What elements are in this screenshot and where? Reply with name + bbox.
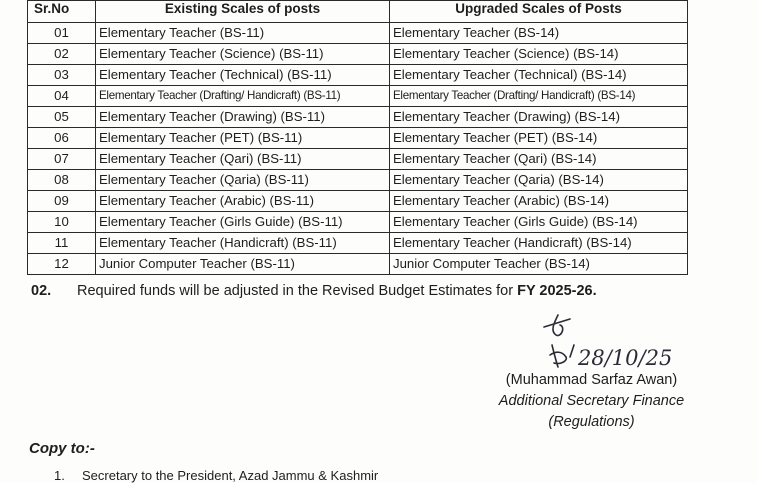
row-existing-post: Elementary Teacher (PET) (BS-11) <box>96 128 390 149</box>
row-existing-post: Elementary Teacher (Qari) (BS-11) <box>96 149 390 170</box>
row-existing-post: Elementary Teacher (Drawing) (BS-11) <box>96 107 390 128</box>
row-existing-post: Elementary Teacher (Girls Guide) (BS-11) <box>96 212 390 233</box>
table-row <box>28 170 688 191</box>
row-existing-post: Elementary Teacher (BS-11) <box>96 23 390 44</box>
row-srno: 07 <box>28 149 96 170</box>
row-existing-post: Elementary Teacher (Qaria) (BS-11) <box>96 170 390 191</box>
row-existing-post: Elementary Teacher (Drafting/ Handicraft) (BS-11) <box>96 86 390 107</box>
row-upgraded-post: Elementary Teacher (BS-14) <box>390 23 688 44</box>
row-upgraded-post: Elementary Teacher (PET) (BS-14) <box>390 128 688 149</box>
table-header-row <box>28 1 688 23</box>
copy-to-item <box>54 468 378 483</box>
table-row <box>28 44 688 65</box>
header-upgraded-scales: Upgraded Scales of Posts <box>390 1 688 23</box>
header-srno: Sr.No <box>28 1 96 23</box>
row-existing-post: Elementary Teacher (Technical) (BS-11) <box>96 65 390 86</box>
copy-to-item-text: Secretary to the President, Azad Jammu & Kashmir <box>82 468 379 483</box>
row-upgraded-post: Elementary Teacher (Qari) (BS-14) <box>390 149 688 170</box>
row-upgraded-post: Junior Computer Teacher (BS-14) <box>390 254 688 275</box>
table-row <box>28 254 688 275</box>
signatory-designation: Additional Secretary Finance <box>498 393 685 409</box>
row-srno: 03 <box>28 65 96 86</box>
row-srno: 06 <box>28 128 96 149</box>
handwritten-signature <box>530 305 680 375</box>
row-srno: 09 <box>28 191 96 212</box>
row-srno: 02 <box>28 44 96 65</box>
table-row <box>28 23 688 44</box>
signature-date: 28/10/25 <box>578 346 673 370</box>
row-srno: 10 <box>28 212 96 233</box>
row-srno: 01 <box>28 23 96 44</box>
table-row <box>28 212 688 233</box>
copy-to-heading: Copy to:- <box>29 440 95 457</box>
upgraded-posts-table <box>27 0 688 275</box>
paragraph-text: Required funds will be adjusted in the Revised Budget Estimates for <box>77 283 514 299</box>
table-row <box>28 149 688 170</box>
row-upgraded-post: Elementary Teacher (Technical) (BS-14) <box>390 65 688 86</box>
table-row <box>28 86 688 107</box>
row-upgraded-post: Elementary Teacher (Drafting/ Handicraft) (BS-14) <box>390 86 688 107</box>
row-existing-post: Junior Computer Teacher (BS-11) <box>96 254 390 275</box>
signatory-name: (Muhammad Sarfaz Awan) <box>505 372 678 388</box>
copy-to-item-index: 1. <box>54 468 65 483</box>
table-row <box>28 233 688 254</box>
signatory-department: (Regulations) <box>548 414 635 430</box>
funds-paragraph <box>31 283 597 299</box>
row-upgraded-post: Elementary Teacher (Drawing) (BS-14) <box>390 107 688 128</box>
table-row <box>28 107 688 128</box>
table-row <box>28 128 688 149</box>
paragraph-number: 02. <box>31 283 52 299</box>
row-srno: 12 <box>28 254 96 275</box>
row-upgraded-post: Elementary Teacher (Science) (BS-14) <box>390 44 688 65</box>
row-existing-post: Elementary Teacher (Science) (BS-11) <box>96 44 390 65</box>
row-upgraded-post: Elementary Teacher (Arabic) (BS-14) <box>390 191 688 212</box>
row-srno: 08 <box>28 170 96 191</box>
row-srno: 04 <box>28 86 96 107</box>
signatory-block <box>484 370 699 433</box>
row-upgraded-post: Elementary Teacher (Girls Guide) (BS-14) <box>390 212 688 233</box>
table-row <box>28 65 688 86</box>
row-existing-post: Elementary Teacher (Handicraft) (BS-11) <box>96 233 390 254</box>
fiscal-year: FY 2025-26. <box>517 283 597 299</box>
row-upgraded-post: Elementary Teacher (Qaria) (BS-14) <box>390 170 688 191</box>
row-upgraded-post: Elementary Teacher (Handicraft) (BS-14) <box>390 233 688 254</box>
row-existing-post: Elementary Teacher (Arabic) (BS-11) <box>96 191 390 212</box>
table-row <box>28 191 688 212</box>
row-srno: 11 <box>28 233 96 254</box>
row-srno: 05 <box>28 107 96 128</box>
header-existing-scales: Existing Scales of posts <box>96 1 390 23</box>
